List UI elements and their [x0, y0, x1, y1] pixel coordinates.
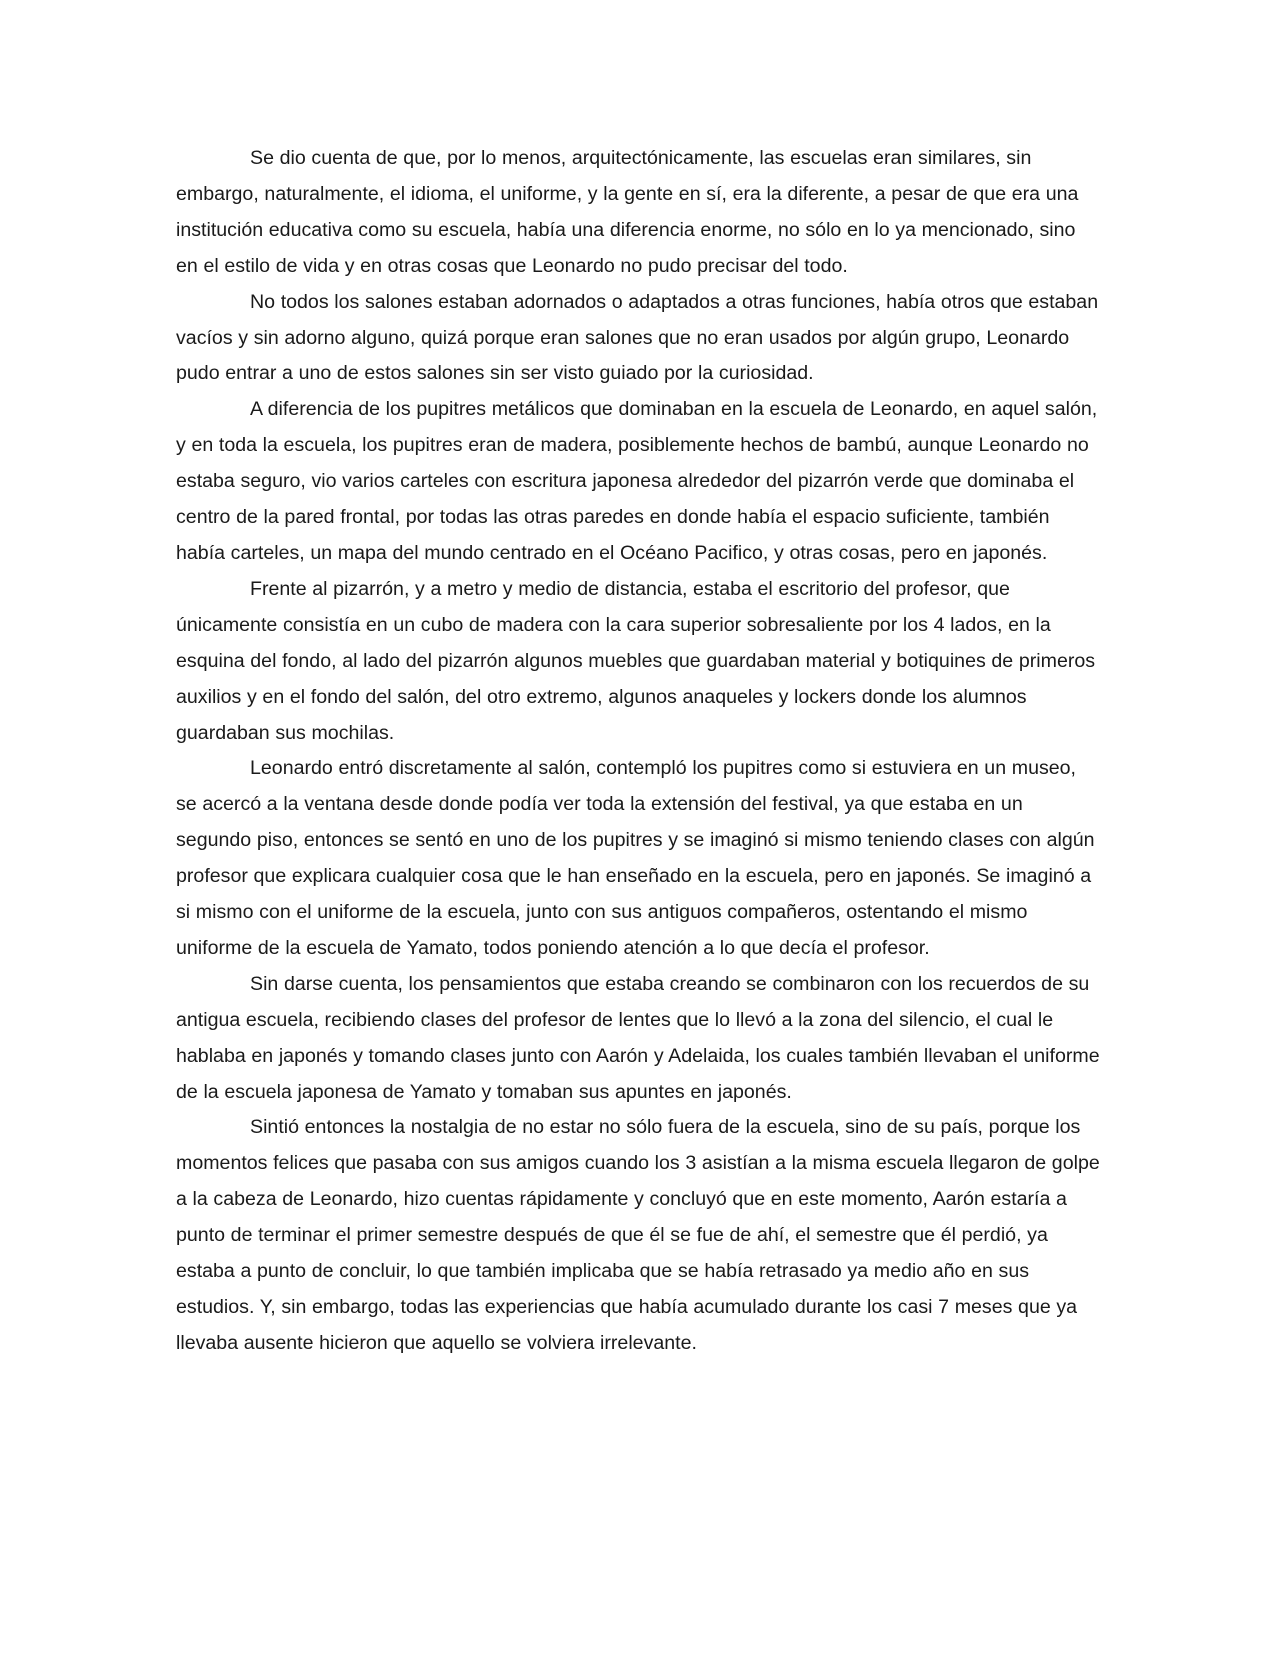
document-body [176, 141, 1102, 1362]
paragraph: Frente al pizarrón, y a metro y medio de distancia, estaba el escritorio del profesor, que únicamente consistía en un cubo de madera con la cara superior sobresaliente por los 4 lados, en la esquina del fondo, al lado del pizarrón algunos muebles que guardaban material y botiquines de primeros auxilios y en el fondo del salón, del otro extremo, algunos anaqueles y lockers donde los alumnos guardaban sus mochilas. [176, 577, 1096, 744]
paragraph: Leonardo entró discretamente al salón, contempló los pupitres como si estuviera en un museo, se acercó a la ventana desde donde podía ver toda la extensión del festival, ya que estaba en un segundo piso, entonces se sentó en uno de los pupitres y se imaginó si mismo teniendo clases con algún profesor que explicara cualquier cosa que le han enseñado en la escuela, pero en japonés. Se imaginó a si mismo con el uniforme de la escuela, junto con sus antiguos compañeros, ostentando el mismo uniforme de la escuela de Yamato, todos poniendo atención a lo que decía el profesor. [176, 757, 1095, 959]
paragraph: No todos los salones estaban adornados o adaptados a otras funciones, había otros que estaban vacíos y sin adorno alguno, quizá porque eran salones que no eran usados por algún grupo, Leonardo pudo entrar a uno de estos salones sin ser visto guiado por la curiosidad. [176, 290, 1099, 385]
paragraph: Sin darse cuenta, los pensamientos que estaba creando se combinaron con los recuerdos de su antigua escuela, recibiendo clases del profesor de lentes que lo llevó a la zona del silencio, el cual le hablaba en japonés y tomando clases junto con Aarón y Adelaida, los cuales también llevaban el uniforme de la escuela japonesa de Yamato y tomaban sus apuntes en japonés. [176, 972, 1100, 1103]
paragraph: A diferencia de los pupitres metálicos que dominaban en la escuela de Leonardo, en aquel salón, y en toda la escuela, los pupitres eran de madera, posiblemente hechos de bambú, aunque Leonardo no estaba seguro, vio varios carteles con escritura japonesa alrededor del pizarrón verde que dominaba el centro de la pared frontal, por todas las otras paredes en donde había el espacio suficiente, también había carteles, un mapa del mundo centrado en el Océano Pacifico, y otras cosas, pero en japonés. [176, 398, 1098, 564]
paragraph: Se dio cuenta de que, por lo menos, arquitectónicamente, las escuelas eran similares, sin embargo, naturalmente, el idioma, el uniforme, y la gente en sí, era la diferente, a pesar de que era una institución educativa como su escuela, había una diferencia enorme, no sólo en lo ya mencionado, sino en el estilo de vida y en otras cosas que Leonardo no pudo precisar del todo. [176, 147, 1079, 277]
paragraph: Sintió entonces la nostalgia de no estar no sólo fuera de la escuela, sino de su país, porque los momentos felices que pasaba con sus amigos cuando los 3 asistían a la misma escuela llegaron de golpe a la cabeza de Leonardo, hizo cuentas rápidamente y concluyó que en este momento, Aarón estaría a punto de terminar el primer semestre después de que él se fue de ahí, el semestre que él perdió, ya estaba a punto de concluir, lo que también implicaba que se había retrasado ya medio año en sus estudios. Y, sin embargo, todas las experiencias que había acumulado durante los casi 7 meses que ya llevaba ausente hicieron que aquello se volviera irrelevante. [176, 1116, 1100, 1354]
